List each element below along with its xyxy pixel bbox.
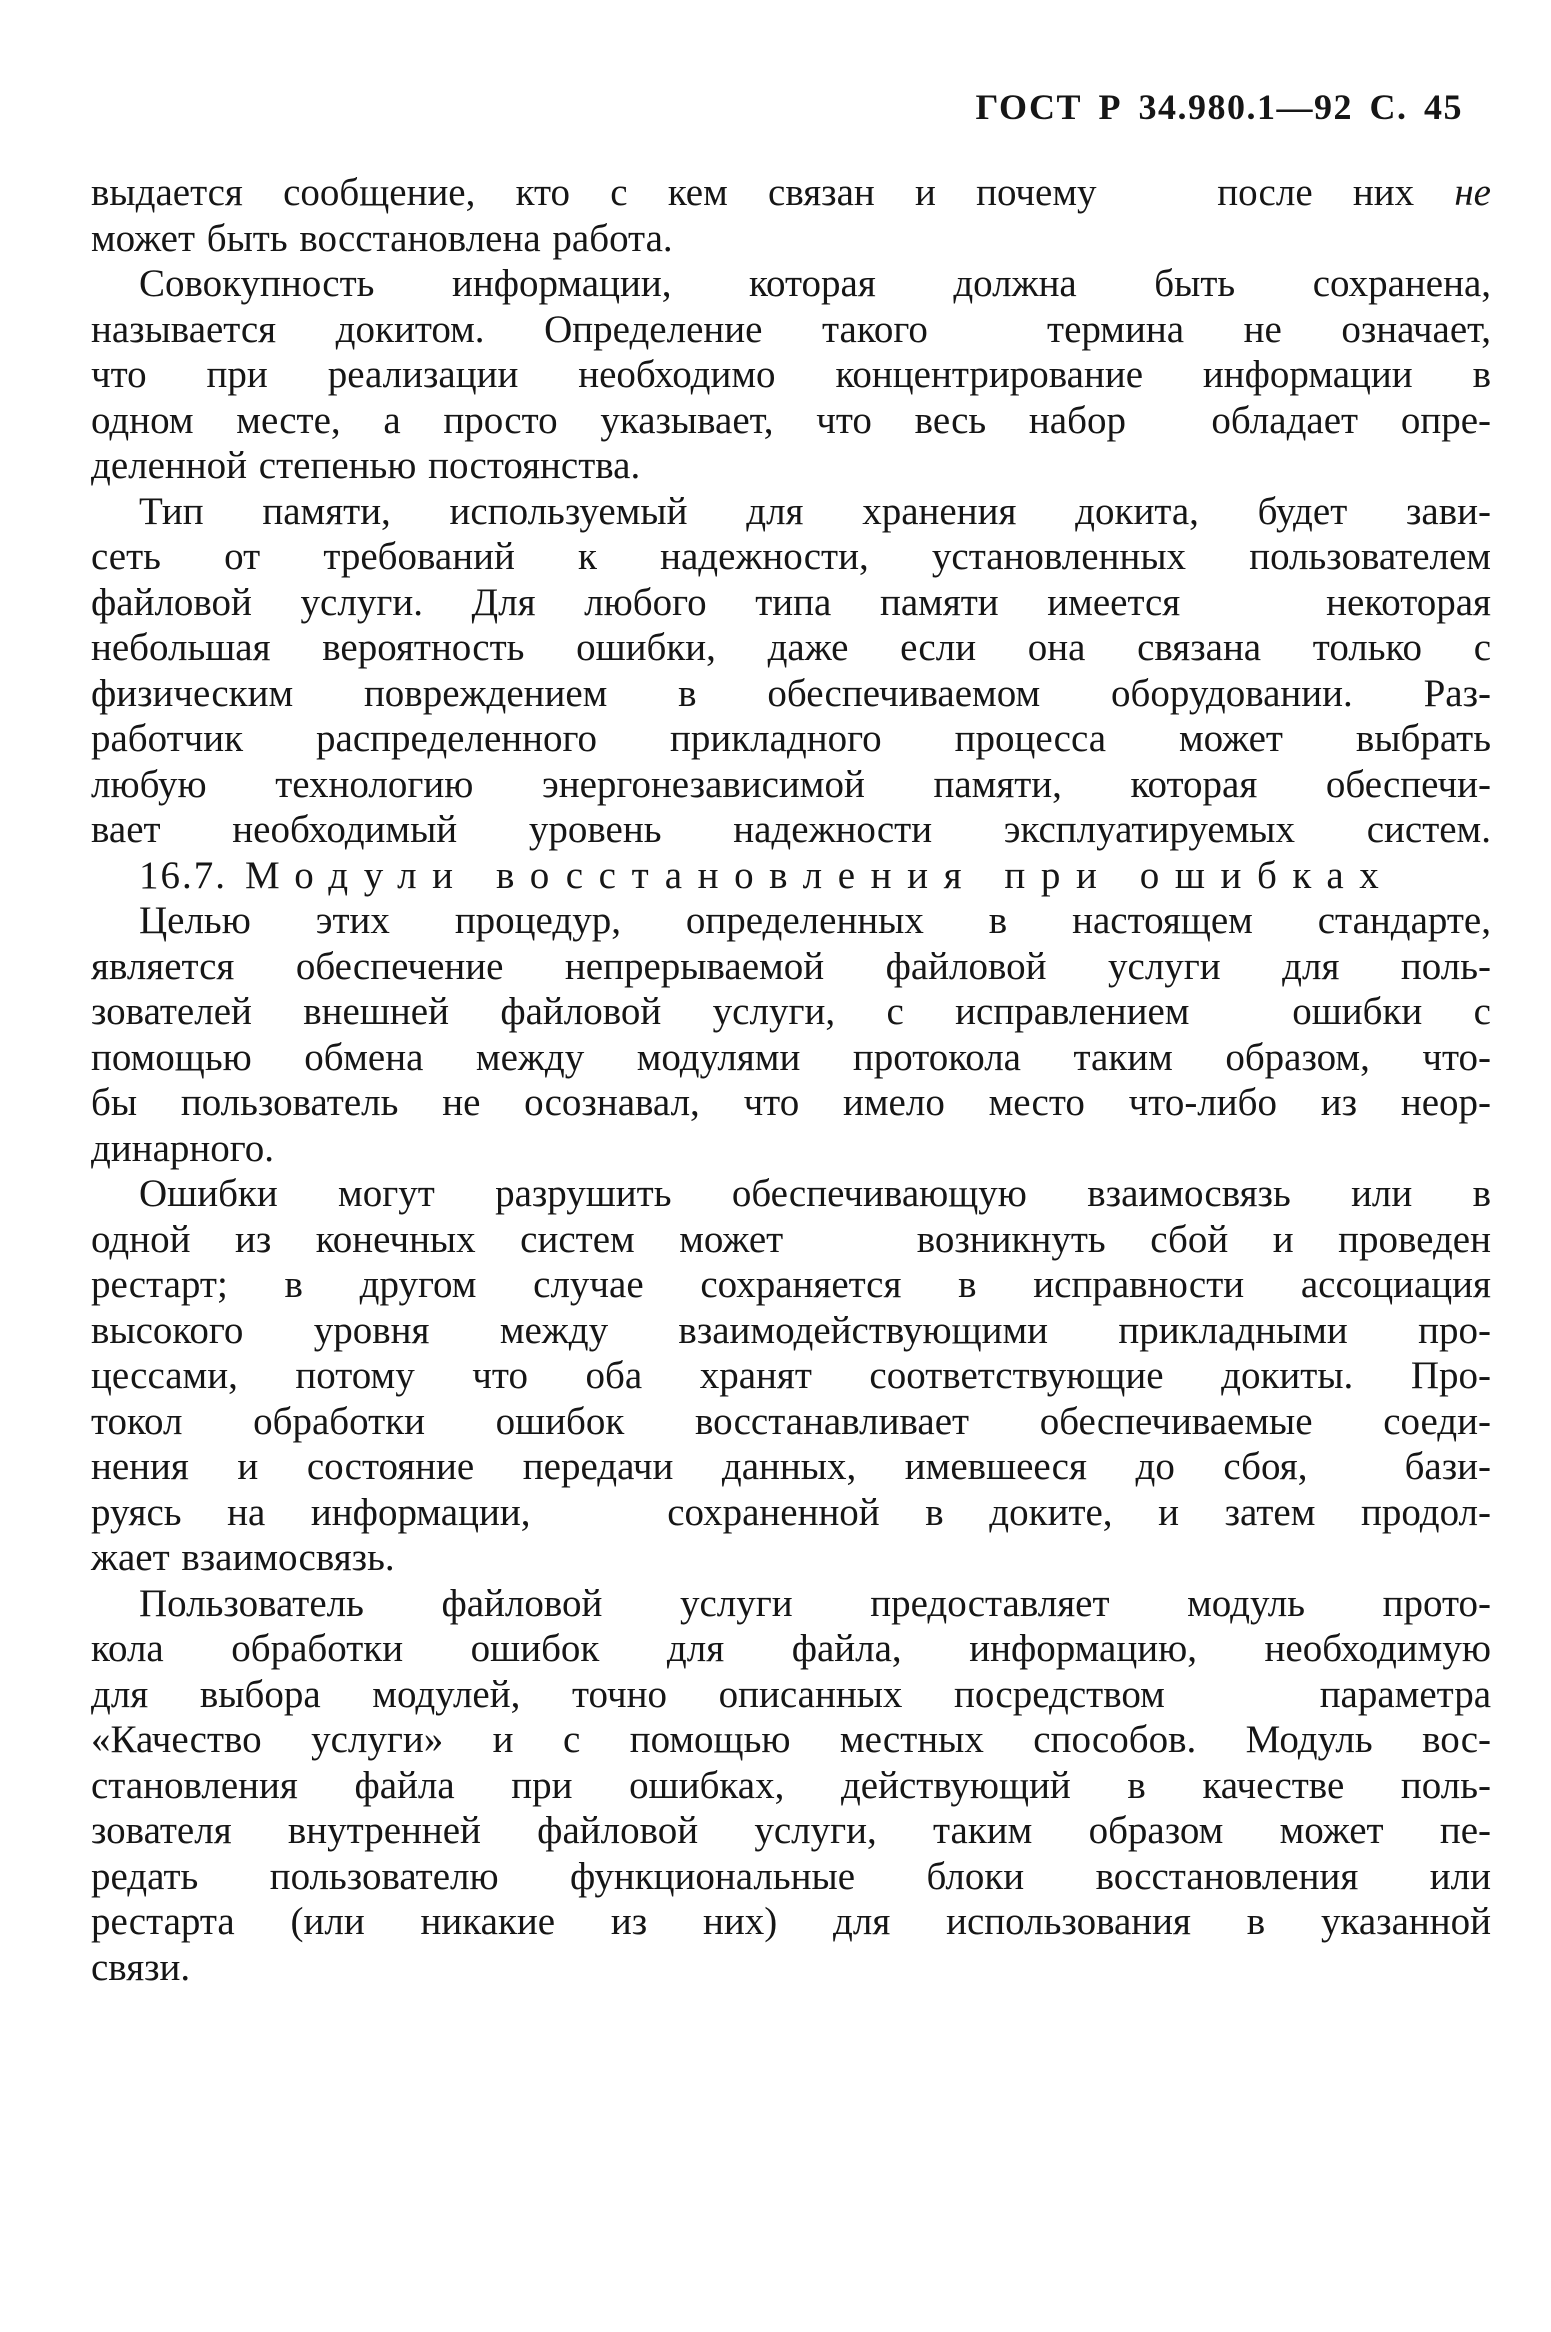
text-segment: физическим повреждением в обеспечиваемом оборудовании. Раз- <box>91 671 1491 715</box>
text-line <box>91 1308 1491 1354</box>
text-line <box>91 1444 1491 1490</box>
text-line <box>91 989 1491 1035</box>
text-line <box>91 216 1491 262</box>
text-line <box>91 534 1491 580</box>
text-line <box>91 1763 1491 1809</box>
text-segment: небольшая вероятность ошибки, даже если она связана только с <box>91 626 1491 669</box>
text-line <box>91 1717 1491 1763</box>
text-segment: жает взаимосвязь. <box>91 1536 395 1579</box>
text-segment: одном месте, а просто указывает, что весь набор обладает опре- <box>91 398 1491 442</box>
text-segment: рестарта (или никакие из них) для использования в указанной <box>91 1900 1491 1943</box>
text-segment: цессами, потому что оба хранят соответствующие докиты. Про- <box>91 1354 1491 1397</box>
gost-standard-number: ГОСТ Р 34.980.1—92 С. 45 <box>975 87 1463 127</box>
text-segment: кола обработки ошибок для файла, информацию, необходимую <box>91 1627 1491 1670</box>
text-line <box>91 1126 1491 1172</box>
text-segment: файловой услуги. Для любого типа памяти имеется некоторая <box>91 580 1491 624</box>
text-line <box>91 489 1491 535</box>
text-segment: Совокупность информации, которая должна быть сохранена, <box>139 262 1491 305</box>
text-segment: бы пользователь не осознавал, что имело место что-либо из неор- <box>91 1081 1491 1124</box>
text-segment: выдается сообщение, кто с кем связан и почему после них <box>91 171 1455 214</box>
text-segment: Пользователь файловой услуги предоставляет модуль прото- <box>139 1581 1491 1625</box>
document-body <box>91 170 1491 1990</box>
text-line <box>91 1535 1491 1581</box>
text-line <box>91 352 1491 398</box>
text-segment: Тип памяти, используемый для хранения докита, будет зави- <box>139 489 1491 533</box>
text-line <box>91 170 1491 216</box>
section-title: Модули восстановления при ошибках <box>245 853 1395 897</box>
text-segment: Целью этих процедур, определенных в настоящем стандарте, <box>139 899 1491 942</box>
text-line <box>91 1672 1491 1718</box>
text-segment: может быть восстановлена работа. <box>91 216 673 260</box>
text-segment: Ошибки могут разрушить обеспечивающую взаимосвязь или в <box>139 1172 1491 1215</box>
text-line <box>91 580 1491 626</box>
text-line <box>91 1854 1491 1900</box>
text-line <box>91 443 1491 489</box>
text-segment: помощью обмена между модулями протокола таким образом, что- <box>91 1035 1491 1079</box>
text-line <box>91 261 1491 307</box>
emphasis-text: не <box>1454 171 1491 214</box>
text-line <box>91 1626 1491 1672</box>
text-line <box>91 307 1491 353</box>
text-segment: любую технологию энергонезависимой памяти, которая обеспечи- <box>91 762 1491 806</box>
section-number: 16.7. <box>139 853 227 897</box>
text-line <box>91 1035 1491 1081</box>
page-header <box>0 86 1463 128</box>
text-segment: рестарт; в другом случае сохраняется в исправности ассоциация <box>91 1263 1491 1306</box>
section-heading <box>91 853 1491 899</box>
text-line <box>91 398 1491 444</box>
text-line <box>91 1080 1491 1126</box>
text-line <box>91 898 1491 944</box>
text-line <box>91 1217 1491 1263</box>
text-line <box>91 1171 1491 1217</box>
text-line <box>91 671 1491 717</box>
text-line <box>91 807 1491 853</box>
text-line <box>91 1262 1491 1308</box>
text-line <box>91 1353 1491 1399</box>
text-segment: зователя внутренней файловой услуги, таким образом может пе- <box>91 1809 1491 1852</box>
text-segment: нения и состояние передачи данных, имевшееся до сбоя, бази- <box>91 1445 1491 1488</box>
text-segment: работчик распределенного прикладного процесса может выбрать <box>91 717 1491 760</box>
text-segment: вает необходимый уровень надежности эксплуатируемых систем. <box>91 808 1491 851</box>
text-segment: связи. <box>91 1945 191 1989</box>
text-segment: «Качество услуги» и с помощью местных способов. Модуль вос- <box>91 1718 1491 1761</box>
text-segment: сеть от требований к надежности, установленных пользователем <box>91 535 1491 578</box>
text-line <box>91 1808 1491 1854</box>
text-segment: для выбора модулей, точно описанных посредством параметра <box>91 1672 1491 1716</box>
text-line <box>91 1945 1491 1991</box>
text-line <box>91 762 1491 808</box>
text-segment: руясь на информации, сохраненной в доките, и затем продол- <box>91 1490 1491 1534</box>
text-line <box>91 1490 1491 1536</box>
text-segment: редать пользователю функциональные блоки восстановления или <box>91 1854 1491 1898</box>
text-line <box>91 944 1491 990</box>
text-line <box>91 1581 1491 1627</box>
text-segment: высокого уровня между взаимодействующими прикладными про- <box>91 1308 1491 1352</box>
text-segment: одной из конечных систем может возникнуть сбой и проведен <box>91 1217 1491 1261</box>
text-line <box>91 1399 1491 1445</box>
text-segment: деленной степенью постоянства. <box>91 444 641 487</box>
text-segment: зователей внешней файловой услуги, с исправлением ошибки с <box>91 990 1491 1033</box>
text-line <box>91 1899 1491 1945</box>
text-line <box>91 625 1491 671</box>
text-segment: является обеспечение непрерываемой файловой услуги для поль- <box>91 944 1491 988</box>
text-segment: динарного. <box>91 1126 275 1170</box>
text-segment: становления файла при ошибках, действующий в качестве поль- <box>91 1763 1491 1807</box>
text-segment: токол обработки ошибок восстанавливает обеспечиваемые соеди- <box>91 1399 1491 1443</box>
text-line <box>91 716 1491 762</box>
text-segment: что при реализации необходимо концентрирование информации в <box>91 353 1491 396</box>
text-segment: называется докитом. Определение такого термина не означает, <box>91 307 1491 351</box>
